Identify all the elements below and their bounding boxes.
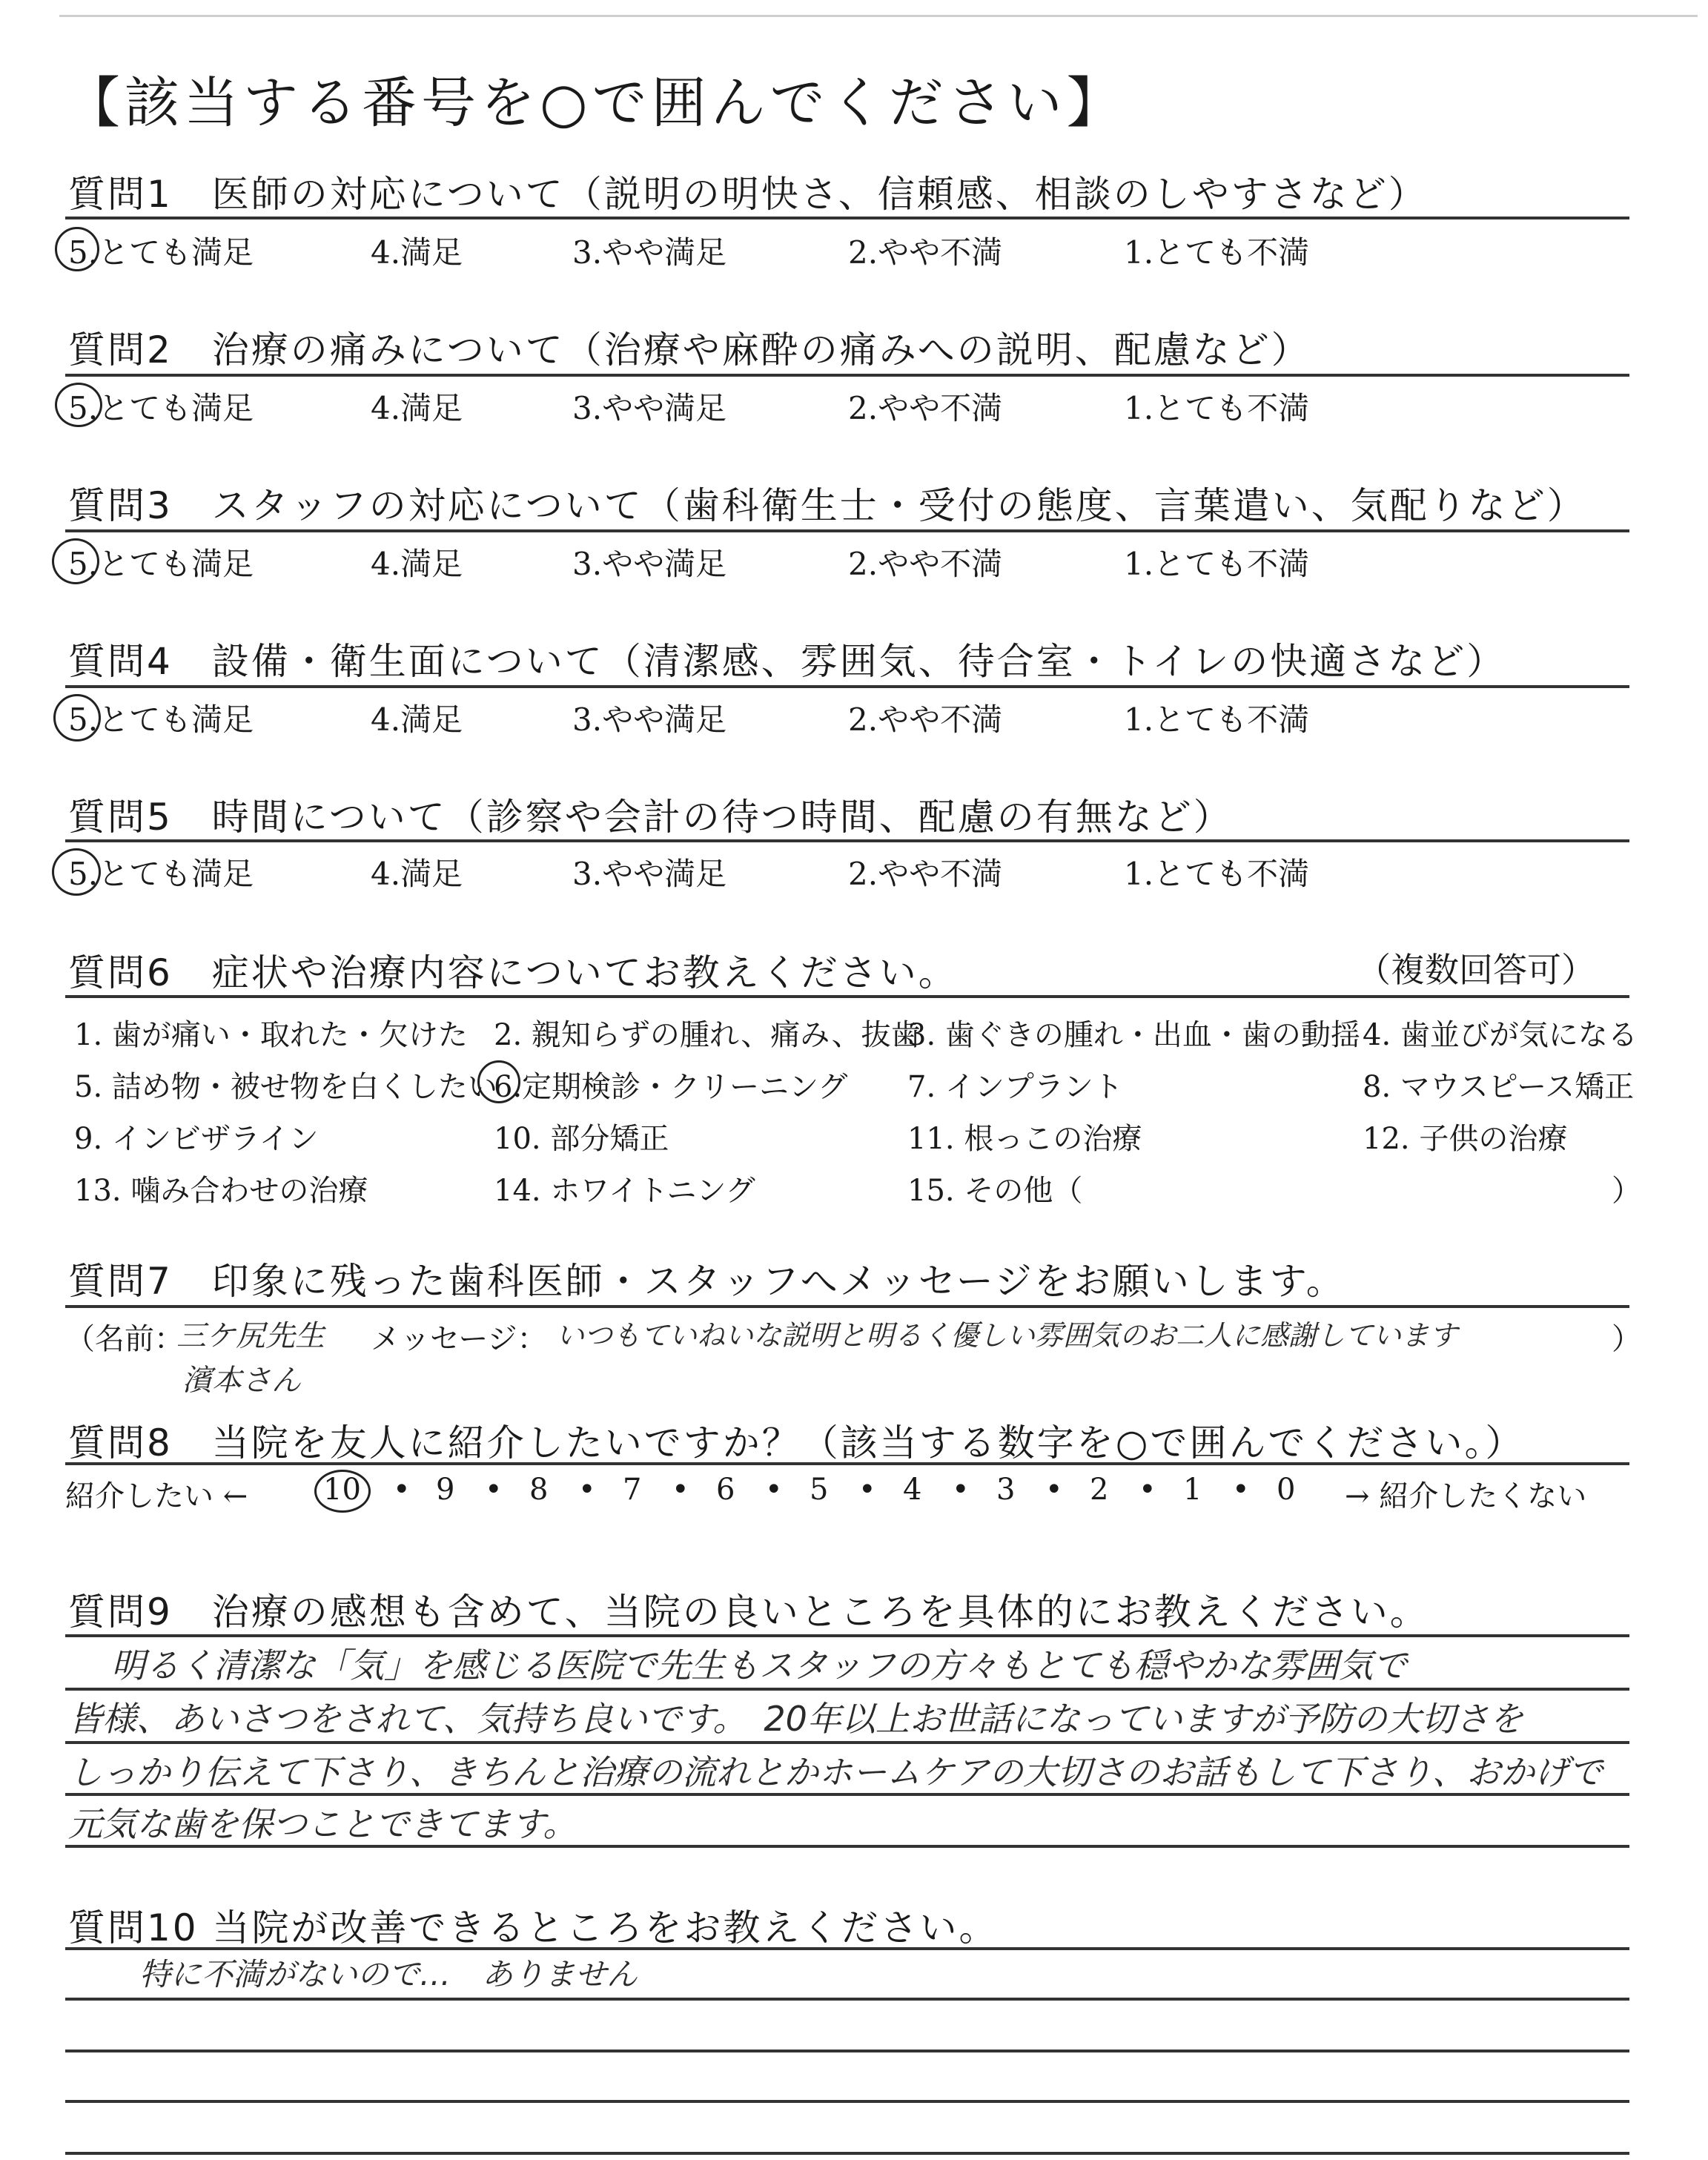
question-8-title: 質問8 当院を友人に紹介したいですか？（該当する数字を○で囲んでください。） <box>68 1421 1525 1464</box>
q2-option-3[interactable]: 3.やや満足 <box>572 390 727 426</box>
q8-scale-4[interactable]: 4 <box>903 1473 922 1507</box>
q2-option-5[interactable]: 5.とても満足 <box>68 390 254 426</box>
q9-answer-line-4[interactable]: 元気な歯を保つことできてます。 <box>68 1804 577 1844</box>
q6-option-9[interactable]: 9. インビザライン <box>74 1122 319 1156</box>
q8-scale-0[interactable]: 0 <box>1277 1473 1296 1507</box>
q6-option-10[interactable]: 10. 部分矯正 <box>494 1122 669 1156</box>
q5-option-4[interactable]: 4.満足 <box>371 856 463 892</box>
question-8-rule <box>65 1462 1629 1465</box>
q10-answer[interactable]: 特に不満がないので… ありません <box>139 1956 638 1992</box>
q4-option-4[interactable]: 4.満足 <box>371 701 463 738</box>
question-6-title: 質問6 症状や治療内容についてお教えください。 <box>68 951 958 994</box>
q9-answer-line-3[interactable]: しっかり伝えて下さり、きちんと治療の流れとかホームケアの大切さのお話もして下さり、おかげで <box>68 1752 1603 1792</box>
q10-rule-5 <box>65 2152 1629 2155</box>
question-1-rule <box>65 217 1629 219</box>
q7-name-value-1[interactable]: 三ケ尻先生 <box>176 1319 325 1353</box>
q9-rule-2 <box>65 1688 1629 1691</box>
q6-option-8[interactable]: 8. マウスピース矯正 <box>1363 1070 1635 1104</box>
q6-option-15-close: ） <box>1612 1174 1641 1208</box>
q8-scale-6[interactable]: 6 <box>716 1473 735 1507</box>
question-3-title: 質問3 スタッフの対応について（歯科衛生士・受付の態度、言葉遣い、気配りなど） <box>68 484 1586 527</box>
q4-option-5[interactable]: 5.とても満足 <box>68 701 254 738</box>
q6-option-2[interactable]: 2. 親知らずの腫れ、痛み、抜歯 <box>494 1018 921 1052</box>
q10-rule-4 <box>65 2100 1629 2103</box>
q5-option-3[interactable]: 3.やや満足 <box>572 856 727 892</box>
q3-option-4[interactable]: 4.満足 <box>371 546 463 582</box>
q6-option-7[interactable]: 7. インプラント <box>907 1070 1123 1104</box>
q2-option-4[interactable]: 4.満足 <box>371 390 463 426</box>
question-4-title: 質問4 設備・衛生面について（清潔感、雰囲気、待合室・トイレの快適さなど） <box>68 640 1506 683</box>
question-7-rule <box>65 1305 1629 1308</box>
q6-option-6[interactable]: 6.定期検診・クリーニング <box>494 1070 848 1104</box>
q7-name-value-2[interactable]: 濱本さん <box>182 1364 301 1398</box>
q5-option-2[interactable]: 2.やや不満 <box>848 856 1003 892</box>
question-1-title: 質問1 医師の対応について（説明の明快さ、信頼感、相談のしやすさなど） <box>68 173 1428 216</box>
q8-scale-8[interactable]: 8 <box>529 1473 549 1507</box>
q1-option-1[interactable]: 1.とても不満 <box>1124 234 1310 271</box>
q7-name-label: （名前： <box>65 1322 184 1356</box>
page-heading: 【該当する番号を○で囲んでください】 <box>65 71 1126 135</box>
q6-option-1[interactable]: 1. 歯が痛い・取れた・欠けた <box>74 1018 468 1052</box>
q3-option-5[interactable]: 5.とても満足 <box>68 546 254 582</box>
q2-option-1[interactable]: 1.とても不満 <box>1124 390 1310 426</box>
question-6-rule <box>65 995 1629 998</box>
question-7-title: 質問7 印象に残った歯科医師・スタッフへメッセージをお願いします。 <box>68 1260 1345 1303</box>
q7-close: ） <box>1612 1322 1641 1356</box>
q8-scale-9[interactable]: 9 <box>436 1473 455 1507</box>
q6-option-13[interactable]: 13. 噛み合わせの治療 <box>74 1174 368 1208</box>
q1-option-4[interactable]: 4.満足 <box>371 234 463 271</box>
q5-option-5[interactable]: 5.とても満足 <box>68 856 254 892</box>
q5-option-1[interactable]: 1.とても不満 <box>1124 856 1310 892</box>
q3-option-1[interactable]: 1.とても不満 <box>1124 546 1310 582</box>
q6-option-11[interactable]: 11. 根っこの治療 <box>907 1122 1142 1156</box>
q8-scale-7[interactable]: 7 <box>623 1473 642 1507</box>
q2-option-2[interactable]: 2.やや不満 <box>848 390 1003 426</box>
top-rule <box>59 15 1698 17</box>
q1-option-2[interactable]: 2.やや不満 <box>848 234 1003 271</box>
question-9-title: 質問9 治療の感想も含めて、当院の良いところを具体的にお教えください。 <box>68 1591 1429 1634</box>
q9-answer-line-2[interactable]: 皆様、あいさつをされて、気持ち良いです。 20年以上お世話になっていますが予防の大切さを <box>68 1699 1523 1739</box>
q8-scale-2[interactable]: 2 <box>1090 1473 1109 1507</box>
q6-option-15[interactable]: 15. その他（ <box>907 1174 1083 1208</box>
q6-option-4[interactable]: 4. 歯並びが気になる <box>1363 1018 1638 1052</box>
q8-scale-3[interactable]: 3 <box>996 1473 1016 1507</box>
q7-message-label: メッセージ： <box>371 1322 547 1356</box>
q6-option-3[interactable]: 3. 歯ぐきの腫れ・出血・歯の動揺 <box>907 1018 1360 1052</box>
q9-rule-5 <box>65 1845 1629 1848</box>
q4-option-2[interactable]: 2.やや不満 <box>848 701 1003 738</box>
q7-message-value[interactable]: いつもていねいな説明と明るく優しい雰囲気のお二人に感謝しています <box>556 1319 1458 1352</box>
q8-right-label: → 紹介したくない <box>1345 1479 1587 1513</box>
question-2-rule <box>65 374 1629 377</box>
question-4-rule <box>65 685 1629 688</box>
question-5-title: 質問5 時間について（診察や会計の待つ時間、配慮の有無など） <box>68 796 1233 839</box>
q10-rule-3 <box>65 2050 1629 2052</box>
q6-option-12[interactable]: 12. 子供の治療 <box>1363 1122 1568 1156</box>
q9-rule-1 <box>65 1634 1629 1637</box>
question-6-note: （複数回答可） <box>1357 950 1595 990</box>
q6-option-5[interactable]: 5. 詰め物・被せ物を白くしたい <box>74 1070 497 1104</box>
q8-scale-5[interactable]: 5 <box>810 1473 829 1507</box>
q4-option-3[interactable]: 3.やや満足 <box>572 701 727 738</box>
question-3-rule <box>65 529 1629 532</box>
question-10-title: 質問10 当院が改善できるところをお教えください。 <box>68 1906 999 1949</box>
q3-option-3[interactable]: 3.やや満足 <box>572 546 727 582</box>
q9-answer-line-1[interactable]: 明るく清潔な「気」を感じる医院で先生もスタッフの方々もとても穏やかな雰囲気で <box>111 1645 1407 1685</box>
q8-scale-1[interactable]: 1 <box>1183 1473 1202 1507</box>
question-2-title: 質問2 治療の痛みについて（治療や麻酔の痛みへの説明、配慮など） <box>68 328 1311 371</box>
q4-option-1[interactable]: 1.とても不満 <box>1124 701 1310 738</box>
q9-rule-4 <box>65 1793 1629 1796</box>
q3-option-2[interactable]: 2.やや不満 <box>848 546 1003 582</box>
question-5-rule <box>65 839 1629 842</box>
q8-scale-10[interactable]: 10 <box>323 1473 361 1507</box>
q6-option-14[interactable]: 14. ホワイトニング <box>494 1174 755 1208</box>
q1-option-3[interactable]: 3.やや満足 <box>572 234 727 271</box>
q10-rule-2 <box>65 1998 1629 2001</box>
q9-rule-3 <box>65 1741 1629 1744</box>
q1-option-5[interactable]: 5.とても満足 <box>68 234 254 271</box>
q8-left-label: 紹介したい ← <box>65 1479 248 1513</box>
